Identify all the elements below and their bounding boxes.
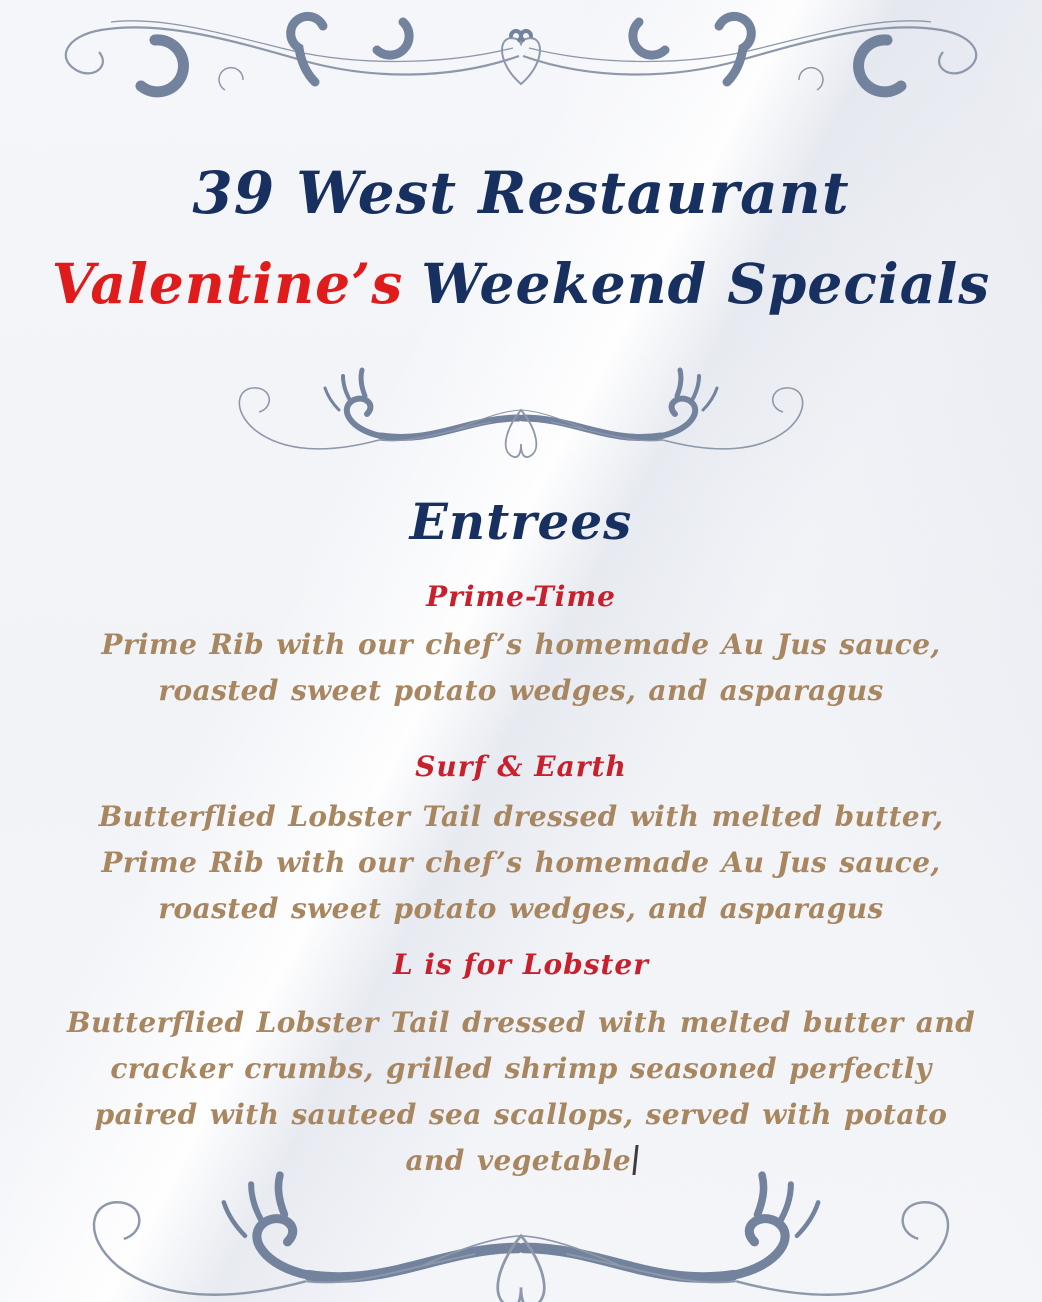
description-text: Butterflied Lobster Tail dressed with melted butter and cracker crumbs, grilled shrimp seasoned perfectly paired with sauteed sea scallops, served with potato and vegetable bbox=[66, 1006, 976, 1177]
flourish-ornament-top[interactable] bbox=[51, 0, 991, 136]
flourish-ornament-bottom[interactable] bbox=[51, 1160, 991, 1302]
flourish-divider-icon bbox=[51, 1160, 991, 1302]
menu-item-description-l-is-for-lobster[interactable] bbox=[0, 1000, 1042, 1184]
flourish-divider-icon bbox=[211, 360, 831, 464]
menu-item-description-prime-time[interactable]: Prime Rib with our chef’s homemade Au Jus sauce, roasted sweet potato wedges, and asparagus bbox=[101, 628, 941, 707]
menu-item-name-prime-time[interactable]: Prime-Time bbox=[426, 580, 616, 613]
menu-item-description-surf-earth[interactable]: Butterflied Lobster Tail dressed with melted butter, Prime Rib with our chef’s homemade Au Jus sauce, roasted sweet potato wedges, and asparagus bbox=[98, 800, 944, 925]
section-heading-entrees[interactable]: Entrees bbox=[409, 492, 633, 551]
restaurant-title[interactable]: 39 West Restaurant bbox=[192, 159, 850, 227]
menu-item-name-l-is-for-lobster[interactable]: L is for Lobster bbox=[392, 948, 649, 981]
flourish-scroll-icon bbox=[51, 0, 991, 136]
subtitle-accent-word[interactable]: Valentine’s bbox=[51, 251, 404, 316]
flourish-ornament-middle[interactable] bbox=[211, 360, 831, 464]
heart-icon bbox=[502, 31, 540, 84]
menu-item-name-surf-earth[interactable]: Surf & Earth bbox=[415, 750, 627, 783]
subtitle-rest[interactable]: Weekend Specials bbox=[421, 251, 991, 316]
specials-subtitle[interactable] bbox=[0, 240, 1042, 328]
